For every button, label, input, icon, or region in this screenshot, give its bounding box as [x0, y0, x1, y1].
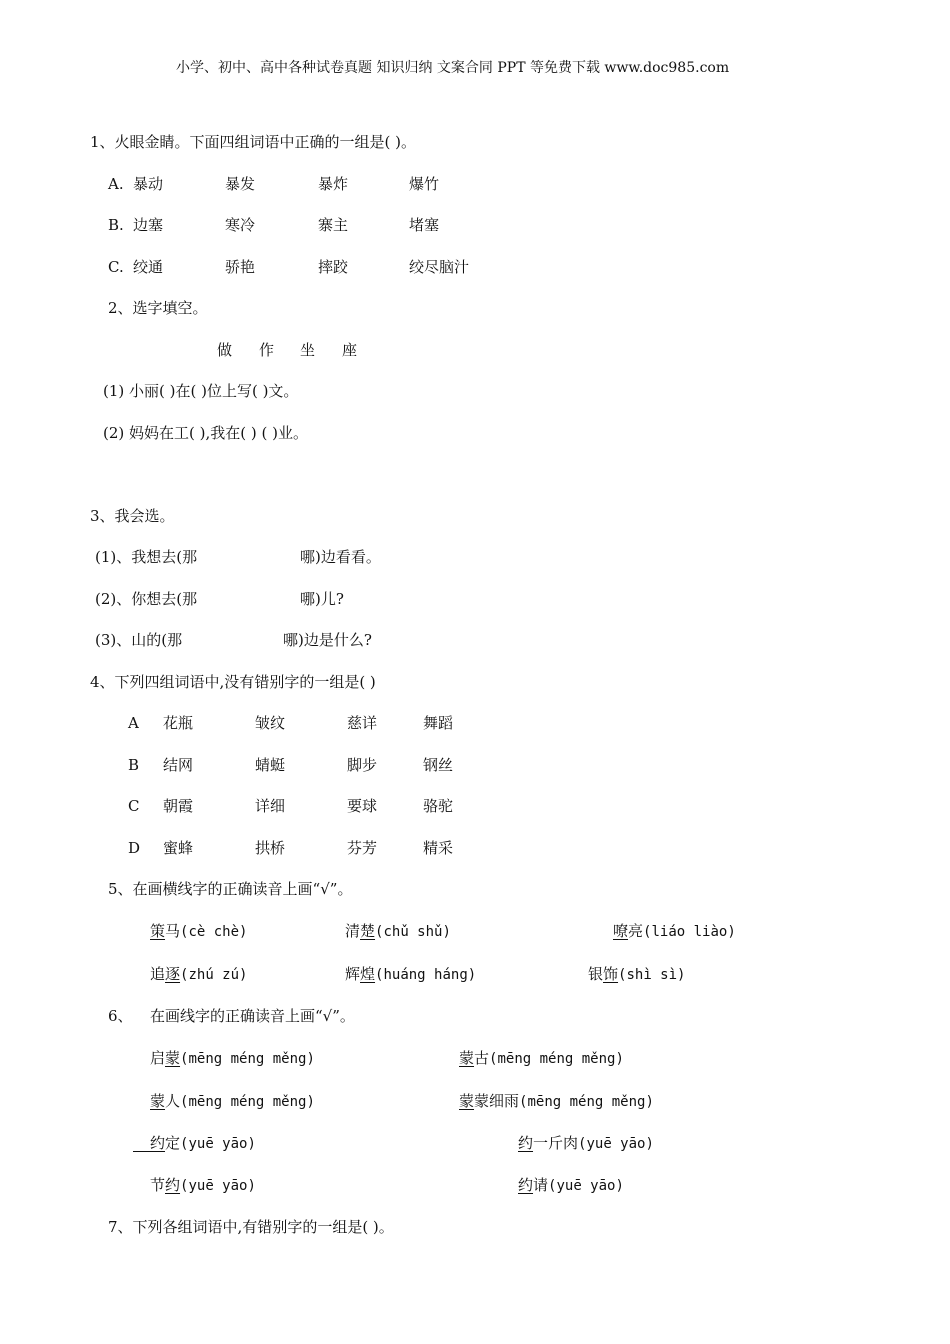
q2-item-1: (1) 小丽( )在( )位上写( )文。	[103, 382, 299, 400]
q6-item-yueding: 约定(yuē yāo)	[150, 1134, 256, 1152]
q6-item-jieyue: 节约(yuē yāo)	[150, 1176, 256, 1194]
q6-number: 6、	[108, 1007, 133, 1025]
q6-item-mengren: 蒙人(mēng méng měng)	[150, 1092, 315, 1110]
q6-underline-mark	[133, 1151, 150, 1152]
q6-stem: 在画线字的正确读音上画“√”。	[150, 1007, 355, 1025]
q7-stem: 7、下列各组词语中,有错别字的一组是( )。	[108, 1218, 394, 1236]
q1-stem: 1、火眼金睛。下面四组词语中正确的一组是( )。	[90, 133, 417, 151]
q5-item-qingchu: 清楚(chǔ shǔ)	[345, 922, 451, 940]
q6-item-mengmengxiyu: 蒙蒙细雨(mēng méng měng)	[459, 1092, 654, 1110]
q6-item-yaoyijinrou: 约一斤肉(yuē yāo)	[518, 1134, 654, 1152]
q5-item-zhuizhu: 追逐(zhú zú)	[150, 965, 248, 983]
q3-stem: 3、我会选。	[90, 507, 175, 525]
q6-item-qimeng: 启蒙(mēng méng měng)	[150, 1049, 315, 1067]
q5-item-cema: 策马(cè chè)	[150, 922, 248, 940]
q5-stem: 5、在画横线字的正确读音上画“√”。	[108, 880, 353, 898]
q6-item-yaoqing: 约请(yuē yāo)	[518, 1176, 624, 1194]
q5-item-yinshi: 银饰(shì sì)	[588, 965, 686, 983]
q5-item-liaoliang: 嘹亮(liáo liào)	[613, 922, 736, 940]
q6-item-menggu: 蒙古(mēng méng měng)	[459, 1049, 624, 1067]
q2-stem: 2、选字填空。	[108, 299, 208, 317]
page-header: 小学、初中、高中各种试卷真题 知识归纳 文案合同 PPT 等免费下载 www.doc985.com	[176, 60, 730, 76]
q4-stem: 4、下列四组词语中,没有错别字的一组是( )	[90, 673, 376, 691]
q2-item-2: (2) 妈妈在工( ),我在( ) ( )业。	[103, 424, 308, 442]
q5-item-huihuang: 辉煌(huáng háng)	[345, 965, 477, 983]
